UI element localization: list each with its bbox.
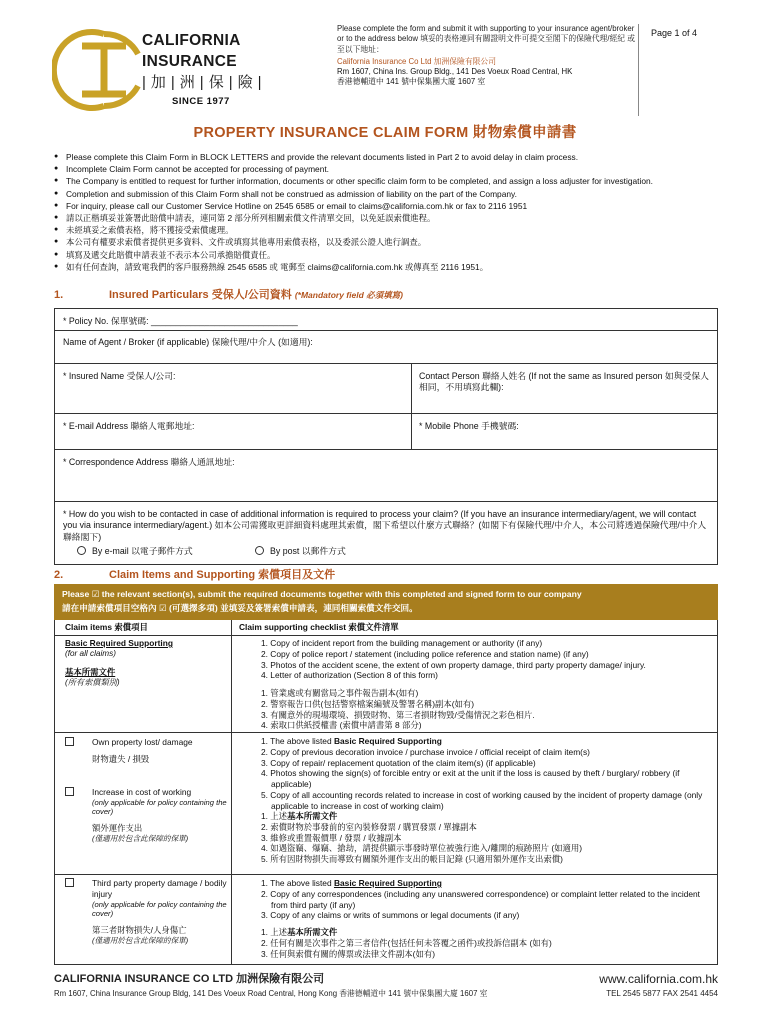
list-item: 1. Copy of incident report from the building management or authority (if any)	[261, 638, 543, 648]
third-party-checklist	[233, 878, 717, 921]
contact-person-field[interactable]: Contact Person 聯絡人姓名 (If not the same as Insured person 如與受保人相同，不用填寫此欄):	[419, 371, 709, 393]
claim-items-table	[54, 620, 718, 965]
instruction-item: ● 請以正楷填妥並簽署此賠償申請表，連同第 2 部分所列相關索償文件清單交回，以免延誤索償進程。	[54, 212, 724, 224]
list-item: 4. Letter of authorization (Section 8 of this form)	[261, 670, 438, 681]
own-property-item: Own property lost/ damage 財物遺失 / 損毀	[55, 737, 230, 748]
instruction-item: ● For inquiry, please call our Customer Service Hotline on 2545 6585 or email to claims@california.com.hk or fax to 2116 1951	[54, 200, 724, 212]
footer-address: Rm 1607, China Insurance Group Bldg, 141 Des Voeux Road Central, Hong Kong 香港德輔道中 141 號中保集團大廈 1607 室	[54, 989, 488, 998]
col-header-checklist: Claim supporting checklist 索償文件清單	[239, 622, 399, 632]
instruction-item: ● Completion and submission of this Claim Form shall not be construed as admission of liability on the part of the Company.	[54, 188, 724, 200]
list-item: 1. The above listed Basic Required Supporting	[261, 878, 442, 888]
insured-row	[55, 364, 717, 414]
instruction-item: ● 填寫及遞交此賠償申請表並不表示本公司承擔賠償責任。	[54, 249, 724, 261]
footer-company-name: CALIFORNIA INSURANCE CO LTD 加洲保險有限公司	[54, 973, 325, 985]
own-property-checklist-zh	[233, 811, 717, 865]
row-divider	[55, 874, 717, 875]
list-item: 4. 如遇盜竊、爆竊、搶劫，請提供顯示事發時單位被強行進入/離開的痕跡照片 (如適用)	[261, 843, 583, 854]
list-item: 4. 索取口供紙授權書 (索償申請書第 8 部分)	[261, 720, 422, 731]
icw-item: Increase in cost of working (only applicable for policy containing the cover) 額外運作支出 (僅適用於包含此保障的保單)	[55, 787, 230, 798]
policy-number-field[interactable]: * Policy No. 保單號碼: ______________________________	[63, 316, 298, 326]
footer-contact-numbers: TEL 2545 5877 FAX 2541 4454	[606, 989, 718, 998]
list-item: 2. 任何有關是次事件之第三者信件(包括任何未答覆之函件)或投訴信副本 (如有)	[261, 937, 552, 948]
section1-heading: 1. Insured Particulars 受保人/公司資料 (*Mandatory field 必須填寫)	[54, 289, 403, 301]
contact-method-question: * How do you wish to be contacted in case of additional information is required to process your claim? (If you have an insurance intermediary/agent, we will contact you via insurance intermediary/agent.) 如本公司需獲取更詳細資料處理其索償，閣下希望以什麼方式聯絡？(如閣下有保險代理/中介人，本公司將透過保險代理/中介人聯絡閣下)	[63, 509, 707, 542]
instructions-zh	[54, 212, 724, 273]
list-item: 5. Copy of all accounting records related to increase in cost of working caused by the incident of property damage (only applicable to increase in cost of working claim)	[261, 789, 703, 811]
list-item: 2. 索償財物於事發前的室內裝修發票 / 購買發票 / 單據副本	[261, 821, 477, 832]
list-item: 3. Photos of the accident scene, the extent of own property damage, third party property damage/ injury.	[261, 659, 646, 670]
contact-option-post[interactable]: By post 以郵件方式	[247, 542, 354, 561]
brand-name: CALIFORNIA INSURANCE |加|洲|保|險|	[142, 32, 267, 91]
list-item: 1. 上述基本所需文件	[261, 811, 338, 821]
basic-supporting-label: Basic Required Supporting (for all claims) 基本所需文件 (所有索償類別)	[65, 638, 173, 687]
page-number: Page 1 of 4	[651, 28, 698, 38]
address-row	[55, 450, 717, 502]
checkbox-increase-cost[interactable]	[65, 787, 74, 796]
list-item: 3. Copy of repair/ replacement quotation of the claim item(s) (if applicable)	[261, 757, 536, 768]
list-item: 1. 管業處或有關當局之事件報告副本(如有)	[261, 688, 419, 698]
correspondence-address-field[interactable]: * Correspondence Address 聯絡人通訊地址:	[63, 457, 235, 467]
section2-heading: 2. Claim Items and Supporting 索償項目及文件	[54, 569, 336, 581]
row-divider	[55, 732, 717, 733]
instruction-item: ● Incomplete Claim Form cannot be accepted for processing of payment.	[54, 163, 724, 175]
own-property-checklist	[233, 736, 717, 811]
insured-name-field[interactable]: * Insured Name 受保人/公司:	[63, 371, 176, 381]
instruction-item: ● Please complete this Claim Form in BLOCK LETTERS and provide the relevant documents listed in Part 2 to avoid delay in claim process.	[54, 151, 724, 163]
insured-particulars-table	[54, 308, 718, 565]
submission-instructions: Please complete the form and submit it with supporting to your insurance agent/broker or to the address below 填妥的表格連同有關證明文件可提交至閣下的保險代理/經紀 或至以下地址： California Insurance Co Ltd 加洲保險有限公司 Rm 1607, China Ins. Group Bldg., 141 Des Voeux Road Central, HK 香港德輔道中 141 號中保集團大廈 1607 室	[337, 24, 636, 87]
list-item: 1. 上述基本所需文件	[261, 927, 338, 937]
list-item: 3. 任何與索償有關的傳票或法律文件副本(如有)	[261, 948, 436, 959]
email-field[interactable]: * E-mail Address 聯絡人電郵地址:	[63, 421, 195, 431]
instruction-item: ● 未經填妥之索償表格，將不獲接受索償處理。	[54, 224, 724, 236]
policy-row	[55, 309, 717, 331]
agent-row	[55, 331, 717, 364]
section2-instruction-banner: Please ☑ the relevant section(s), submit the required documents together with this completed and signed form to our company 請在申請索償項目空格內 ☑ (可選擇多項) 並填妥及簽署索償申請表，連同相關索償文件交回。	[54, 584, 718, 620]
third-party-checklist-zh	[233, 927, 717, 959]
contact-method-row	[55, 502, 717, 564]
third-party-item: Third party property damage / bodily injury (only applicable for policy containing the cover) 第三者財物損失/人身傷亡 (僅適用於包含此保障的保單)	[55, 878, 230, 889]
footer-website-link[interactable]: www.california.com.hk	[599, 972, 718, 986]
list-item: 2. Copy of previous decoration invoice / purchase invoice / official receipt of claim item(s)	[261, 746, 590, 757]
email-row	[55, 414, 717, 450]
checkbox-own-property[interactable]	[65, 737, 74, 746]
col-header-items: Claim items 索償項目	[65, 622, 148, 632]
list-item: 3. 維修或重置報價單 / 發票 / 收據副本	[261, 832, 402, 843]
list-item: 3. Copy of any claims or writs of summons or legal documents (if any)	[261, 910, 520, 921]
header-rule	[55, 635, 717, 636]
checkbox-third-party[interactable]	[65, 878, 74, 887]
instruction-item: ● 如有任何查詢，請致電我們的客戶服務熱線 2545 6585 或 電郵至 claims@california.com.hk 或傳真至 2116 1951。	[54, 261, 724, 273]
list-item: 2. 警察報告口供(包括警察檔案編號及警署名稱)副本(如有)	[261, 698, 475, 709]
mobile-field[interactable]: * Mobile Phone 手機號碼:	[419, 421, 519, 431]
list-item: 3. 有關意外的現場環境、損毀財物、第三者損財物毀/受傷情況之彩色相片.	[261, 709, 535, 720]
list-item: 1. The above listed Basic Required Supporting	[261, 736, 442, 746]
radio-icon[interactable]	[255, 546, 264, 555]
list-item: 2. Copy of any correspondences (including any unanswered correspondence) or complaint letter related to the incident from third party (if any)	[261, 888, 701, 910]
list-item: 4. Photos showing the sign(s) of forcible entry or exit at the unit if the loss is caused by theft / burglary/ robbery (if applicable)	[261, 768, 680, 789]
basic-checklist	[233, 638, 717, 681]
list-item: 5. 所有因財物損失而導致有關額外運作支出的帳目記錄 (只適用額外運作支出索償)	[261, 854, 563, 864]
agent-field[interactable]: Name of Agent / Broker (if applicable) 保險代理/中介人 (如適用):	[63, 337, 313, 347]
instruction-item: ● The Company is entitled to request for further information, documents or other specific claim form to be completed, and assign a loss adjuster for investigation.	[54, 175, 724, 187]
column-divider	[231, 620, 232, 965]
since-label: SINCE 1977	[172, 96, 230, 107]
radio-icon[interactable]	[77, 546, 86, 555]
form-title: PROPERTY INSURANCE CLAIM FORM 財物索償申請書	[193, 125, 577, 141]
list-item: 2. Copy of police report / statement (including police reference and station name) (if any)	[261, 648, 589, 659]
basic-checklist-zh	[233, 688, 717, 731]
instructions-en	[54, 151, 724, 212]
instruction-item: ● 本公司有權要求索償者提供更多資料、文件或填寫其他專用索償表格，以及委派公證人進行調查。	[54, 236, 724, 248]
column-divider	[411, 364, 412, 450]
page-number-box	[638, 24, 718, 116]
contact-option-email[interactable]: By e-mail 以電子郵件方式	[69, 542, 201, 561]
